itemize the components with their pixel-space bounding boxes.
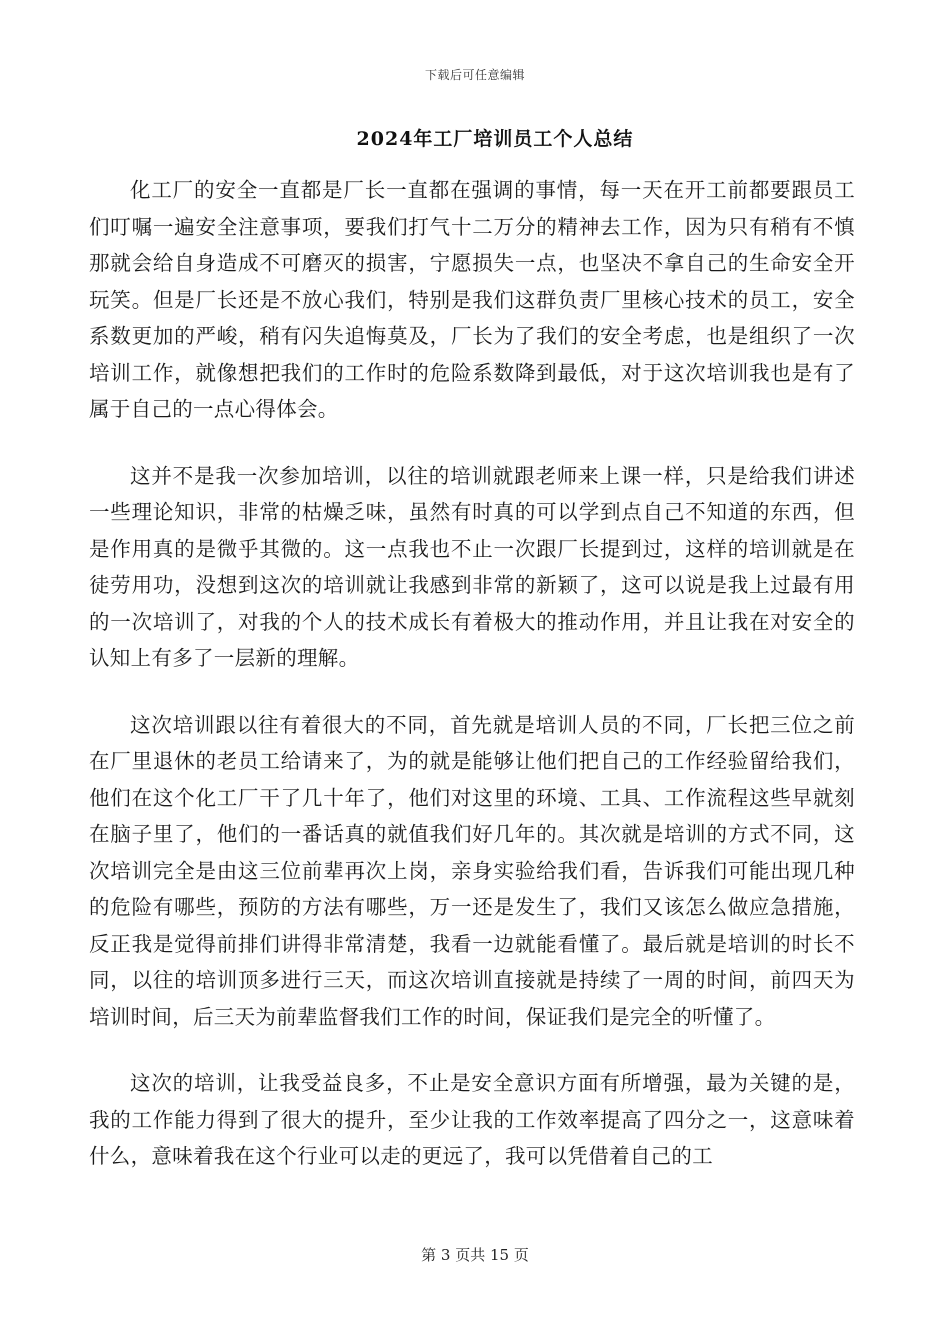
paragraph: 化工厂的安全一直都是厂长一直都在强调的事情，每一天在开工前都要跟员工们叮嘱一遍安全注意事项，要我们打气十二万分的精神去工作，因为只有稍有不慎那就会给自身造成不可磨灭的损害，宁愿损失一点，也坚决不拿自己的生命安全开玩笑。但是厂长还是不放心我们，特别是我们这群负责厂里核心技术的员工，安全系数更加的严峻，稍有闪失追悔莫及，厂长为了我们的安全考虑，也是组织了一次培训工作，就像想把我们的工作时的危险系数降到最低，对于这次培训我也是有了属于自己的一点心得体会。 (89, 178, 855, 421)
document-title: 2024年工厂培训员工个人总结 (356, 128, 634, 150)
paragraph: 这次培训跟以往有着很大的不同，首先就是培训人员的不同，厂长把三位之前在厂里退休的老员工给请来了，为的就是能够让他们把自己的工作经验留给我们，他们在这个化工厂干了几十年了，他们对这里的环境、工具、工作流程这些早就刻在脑子里了，他们的一番话真的就值我们好几年的。其次就是培训的方式不同，这次培训完全是由这三位前辈再次上岗，亲身实验给我们看，告诉我们可能出现几种的危险有哪些，预防的方法有哪些，万一还是发生了，我们又该怎么做应急措施，反正我是觉得前排们讲得非常清楚，我看一边就能看懂了。最后就是培训的时长不同，以往的培训顶多进行三天，而这次培训直接就是持续了一周的时间，前四天为培训时间，后三天为前辈监督我们工作的时间，保证我们是完全的听懂了。 (89, 712, 855, 1029)
page-number: 第 3 页共 15 页 (421, 1246, 529, 1264)
paragraph: 这并不是我一次参加培训，以往的培训就跟老师来上课一样，只是给我们讲述一些理论知识，非常的枯燥乏味，虽然有时真的可以学到点自己不知道的东西，但是作用真的是微乎其微的。这一点我也不止一次跟厂长提到过，这样的培训就是在徒劳用功，没想到这次的培训就让我感到非常的新颖了，这可以说是我上过最有用的一次培训了，对我的个人的技术成长有着极大的推动作用，并且让我在对安全的认知上有多了一层新的理解。 (89, 463, 855, 670)
paragraph: 这次的培训，让我受益良多，不止是安全意识方面有所增强，最为关键的是，我的工作能力得到了很大的提升，至少让我的工作效率提高了四分之一，这意味着什么，意味着我在这个行业可以走的更远了，我可以凭借着自己的工 (89, 1071, 855, 1168)
header-note: 下载后可任意编辑 (424, 68, 525, 82)
document-body (89, 172, 855, 1175)
